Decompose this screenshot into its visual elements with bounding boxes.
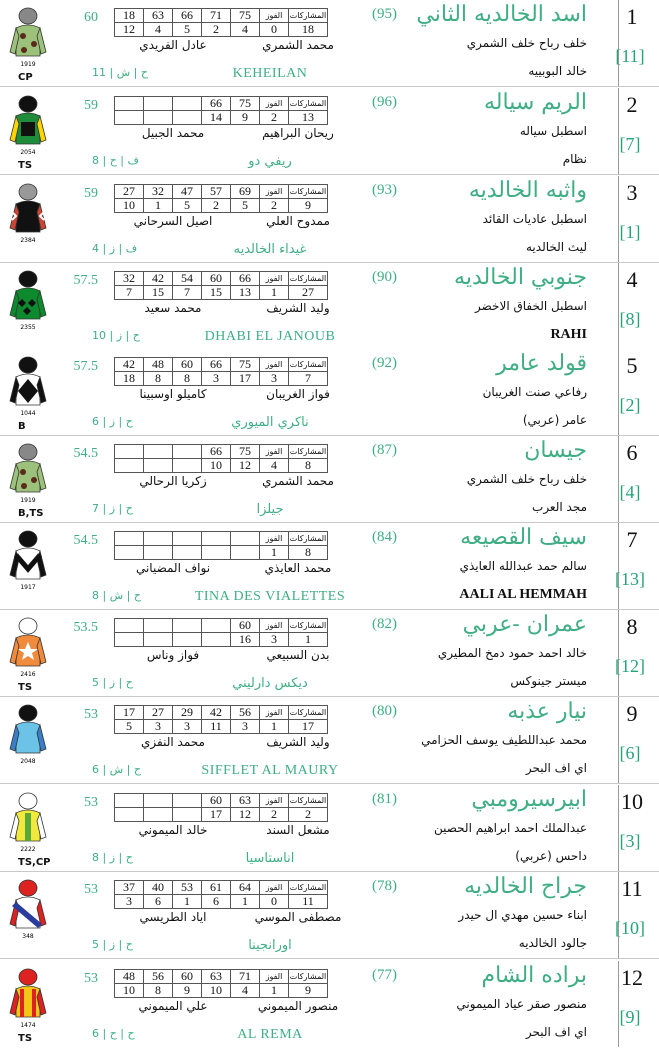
age-sex-code: ح | ش | 11 [92, 66, 148, 79]
owner-name: خالد احمد حمود دمخ المطيري [437, 646, 587, 660]
trainer-name: بدن السبيعي [266, 648, 330, 662]
breeder-name: جالود الخالديه [518, 936, 587, 950]
age-sex-code: ح | ز | 7 [92, 502, 133, 515]
breeder-name: اي اف البحر [525, 761, 587, 775]
owner-name: خلف رباح خلف الشمري [466, 472, 587, 486]
rating: (92) [372, 355, 397, 371]
draw-number: [3] [619, 831, 641, 851]
jockey-silks-icon [8, 355, 48, 419]
form-stats-table: 37 40 53 61 64 الفوز المشاركات 3 6 1 6 1 0 11 [114, 880, 328, 909]
silk-number: 2054 [20, 149, 36, 156]
owner-name: اسطبل الخفاق الاخضر [475, 299, 587, 313]
draw-number: [2] [619, 395, 641, 415]
horse-name: قولد عامر [496, 351, 587, 376]
draw-number: [6] [619, 743, 641, 763]
jockey-name: خالد الميموني [138, 823, 208, 837]
silk-number: 2416 [20, 671, 36, 678]
weight: 59 [84, 98, 98, 113]
equipment-code: TS,CP [18, 857, 51, 868]
owner-name: اسطبل عاديات القائد [482, 212, 587, 226]
form-stats-table: 60 الفوز المشاركات 16 3 1 [114, 618, 328, 647]
rating: (80) [372, 703, 397, 719]
horse-name: اسد الخالديه الثاني [416, 2, 587, 27]
silk-number: 1919 [20, 61, 36, 68]
runner-row[interactable] [0, 176, 659, 263]
weight: 54.5 [73, 533, 98, 548]
runner-number: 10 [621, 789, 643, 814]
age-sex-code: ف | ح | 8 [92, 154, 139, 167]
runner-row[interactable] [0, 785, 659, 872]
jockey-name: محمد سعيد [144, 301, 202, 315]
jockey-name: عادل الفريدي [139, 38, 207, 52]
horse-name: جنوبي الخالديه [454, 265, 587, 290]
runner-number: 1 [626, 4, 638, 29]
age-sex-code: ح | ز | 6 [92, 415, 133, 428]
age-sex-code: ح | ز | 5 [92, 676, 133, 689]
trainer-name: منصور الميموني [257, 999, 339, 1013]
weight: 59 [84, 186, 98, 201]
runner-row[interactable] [0, 88, 659, 175]
rating: (95) [372, 6, 397, 22]
form-stats-table: 32 42 54 60 66 الفوز المشاركات 7 15 7 15 13 1 27 [114, 271, 328, 300]
sire-name: ريفي دو [248, 154, 292, 169]
age-sex-code: ح | ز | 10 [92, 329, 140, 342]
runner-number: 9 [626, 701, 638, 726]
runner-row[interactable] [0, 0, 659, 87]
age-sex-code: ح | ش | 8 [92, 589, 141, 602]
breeder-name: ليث الخالديه [526, 240, 587, 254]
age-sex-code: ح | ش | 6 [92, 763, 141, 776]
runner-number: 7 [626, 527, 638, 552]
draw-number: [9] [619, 1007, 641, 1027]
runner-number: 4 [626, 267, 638, 292]
sire-name: ديكس دارليني [232, 676, 308, 691]
equipment-code: TS [18, 1033, 33, 1044]
rating: (78) [372, 878, 397, 894]
runner-number: 5 [626, 353, 638, 378]
silk-number: 2384 [20, 237, 36, 244]
horse-name: واثبه الخالديه [468, 178, 587, 203]
owner-name: محمد عبداللطيف يوسف الحزامي [421, 733, 587, 747]
weight: 54.5 [73, 446, 98, 461]
jockey-silks-icon [8, 529, 48, 593]
weight: 57.5 [73, 359, 98, 374]
silk-number: 1474 [20, 1022, 36, 1029]
draw-number: [10] [615, 918, 645, 938]
draw-number: [7] [619, 134, 641, 154]
jockey-silks-icon [8, 94, 48, 158]
trainer-name: محمد العايذي [264, 561, 332, 575]
jockey-name: علي الميموني [138, 999, 208, 1013]
breeder-name: خالد البوبييه [528, 64, 587, 78]
draw-number: [1] [619, 222, 641, 242]
draw-number: [4] [619, 482, 641, 502]
owner-name: منصور صقر عياد الميموني [456, 997, 587, 1011]
runner-number: 3 [626, 180, 638, 205]
draw-number: [8] [619, 309, 641, 329]
form-stats-table: 17 27 29 42 56 الفوز المشاركات 5 3 3 11 3 1 17 [114, 705, 328, 734]
sire-name: TINA DES VIALETTES [194, 589, 346, 604]
draw-number: [13] [615, 569, 645, 589]
trainer-name: ريحان البراهيم [262, 126, 334, 140]
age-sex-code: ف | ز | 4 [92, 242, 138, 255]
runner-number: 2 [626, 92, 638, 117]
jockey-name: محمد النفزي [141, 735, 205, 749]
sire-name: اناستاسيا [245, 851, 295, 866]
age-sex-code: ح | ز | 8 [92, 851, 133, 864]
jockey-name: اصيل السرحاني [133, 214, 213, 228]
sire-name: SIFFLET AL MAURY [201, 763, 339, 778]
owner-name: خلف رباح خلف الشمري [466, 36, 587, 50]
trainer-name: مصطفى الموسي [254, 910, 342, 924]
weight: 57.5 [73, 273, 98, 288]
jockey-silks-icon [8, 616, 48, 680]
silk-number: 1917 [20, 584, 36, 591]
weight: 53 [84, 707, 98, 722]
age-sex-code: ح | ز | 5 [92, 938, 133, 951]
breeder-name: (داحس (عربي [515, 849, 587, 863]
rating: (77) [372, 967, 397, 983]
owner-name: ابناء حسين مهدي ال حيدر [458, 908, 587, 922]
weight: 53 [84, 971, 98, 986]
form-stats-table: 27 32 47 57 69 الفوز المشاركات 10 1 5 2 5 2 9 [114, 184, 328, 213]
owner-name: اسطبل سياله [519, 124, 587, 138]
jockey-name: زكريا الرحالي [139, 474, 207, 488]
equipment-code: B [18, 421, 26, 432]
runner-row[interactable] [0, 961, 659, 1048]
sire-name: KEHEILAN [232, 66, 308, 81]
runner-number: 11 [621, 876, 643, 901]
breeder-name: اي اف البحر [525, 1025, 587, 1039]
runner-number: 6 [626, 440, 638, 465]
form-stats-table: 66 75 الفوز المشاركات 14 9 2 13 [114, 96, 328, 125]
form-stats-table: 18 63 66 71 75 الفوز المشاركات 12 4 5 2 4 0 18 [114, 8, 328, 37]
runner-row[interactable] [0, 697, 659, 784]
jockey-silks-icon [8, 6, 48, 70]
sire-name: اورانجينا [248, 938, 292, 953]
sire-name: DHABI EL JANOUB [204, 329, 336, 344]
owner-name: رفاعي صنت الغريبان [482, 385, 587, 399]
rating: (81) [372, 791, 397, 807]
weight: 60 [84, 10, 98, 25]
age-sex-code: ح | ح | 6 [92, 1027, 135, 1040]
rating: (93) [372, 182, 397, 198]
jockey-name: محمد الجبيل [141, 126, 205, 140]
runner-row[interactable] [0, 436, 659, 523]
silk-number: 348 [22, 933, 34, 940]
jockey-silks-icon [8, 703, 48, 767]
form-stats-table: 42 48 60 66 75 الفوز المشاركات 18 8 8 3 17 3 7 [114, 357, 328, 386]
silk-number: 2222 [20, 846, 36, 853]
breeder-name: مجد العرب [532, 500, 587, 514]
horse-name: الريم سياله [484, 90, 587, 115]
equipment-code: TS [18, 160, 33, 171]
sire-name: جيلزا [256, 502, 284, 517]
rating: (82) [372, 616, 397, 632]
runner-row[interactable] [0, 263, 659, 350]
horse-name: براده الشام [481, 963, 587, 988]
runner-number: 8 [626, 614, 638, 639]
horse-name: ابيرسيرومبي [471, 787, 587, 812]
sire-name: غيداء الخالديه [233, 242, 307, 257]
horse-name: عمران -عربي [462, 612, 587, 637]
breeder-name: (عامر (عربي [522, 413, 587, 427]
silk-number: 1919 [20, 497, 36, 504]
breeder-name: نظام [562, 152, 587, 166]
runner-row[interactable] [0, 872, 659, 959]
owner-name: عبدالملك احمد ابراهيم الحصين [434, 821, 587, 835]
runner-number: 12 [621, 965, 643, 990]
runner-row[interactable] [0, 349, 659, 436]
breeder-name: RAHI [550, 327, 587, 342]
form-stats-table: 48 56 60 63 71 الفوز المشاركات 10 8 9 10 4 1 9 [114, 969, 328, 998]
breeder-name: AALI AL HEMMAH [459, 587, 587, 602]
jockey-silks-icon [8, 442, 48, 506]
equipment-code: B,TS [18, 508, 44, 519]
horse-name: جراح الخالديه [464, 874, 587, 899]
equipment-code: CP [18, 72, 33, 83]
weight: 53 [84, 795, 98, 810]
trainer-name: وليد الشريف [266, 735, 330, 749]
jockey-name: فواز وناس [146, 648, 200, 662]
jockey-silks-icon [8, 878, 48, 942]
silk-number: 2355 [20, 324, 36, 331]
rating: (87) [372, 442, 397, 458]
horse-name: جيسان [524, 438, 587, 463]
rating: (90) [372, 269, 397, 285]
silk-number: 1044 [20, 410, 36, 417]
trainer-name: فواز الغريبان [266, 387, 330, 401]
form-stats-table: الفوز المشاركات 1 8 [114, 531, 328, 560]
horse-name: نيار عذبه [507, 699, 587, 724]
weight: 53.5 [73, 620, 98, 635]
jockey-silks-icon [8, 182, 48, 246]
silk-number: 2048 [20, 758, 36, 765]
draw-number: [12] [615, 656, 645, 676]
trainer-name: محمد الشمري [262, 38, 334, 52]
jockey-name: نواف المضياني [135, 561, 211, 575]
jockey-silks-icon [8, 791, 48, 855]
jockey-name: كاميلو اوسبينا [139, 387, 207, 401]
horse-name: سيف القصيعه [460, 525, 587, 550]
trainer-name: وليد الشريف [266, 301, 330, 315]
trainer-name: مشعل السند [266, 823, 330, 837]
equipment-code: TS [18, 682, 33, 693]
breeder-name: ميستر جينوكس [510, 674, 587, 688]
jockey-silks-icon [8, 967, 48, 1031]
owner-name: سالم حمد عبدالله العايذي [459, 559, 587, 573]
weight: 53 [84, 882, 98, 897]
sire-name: AL REMA [237, 1027, 303, 1042]
draw-number: [11] [615, 46, 645, 66]
runner-row[interactable] [0, 610, 659, 697]
jockey-name: اياد الطريسي [139, 910, 207, 924]
trainer-name: محمد الشمري [262, 474, 334, 488]
rating: (84) [372, 529, 397, 545]
form-stats-table: 60 63 الفوز المشاركات 17 12 2 2 [114, 793, 328, 822]
trainer-name: ممدوح العلي [266, 214, 330, 228]
jockey-silks-icon [8, 269, 48, 333]
runner-row[interactable] [0, 523, 659, 610]
rating: (96) [372, 94, 397, 110]
form-stats-table: 66 75 الفوز المشاركات 10 12 4 8 [114, 444, 328, 473]
sire-name: ناكري الميوري [231, 415, 309, 430]
